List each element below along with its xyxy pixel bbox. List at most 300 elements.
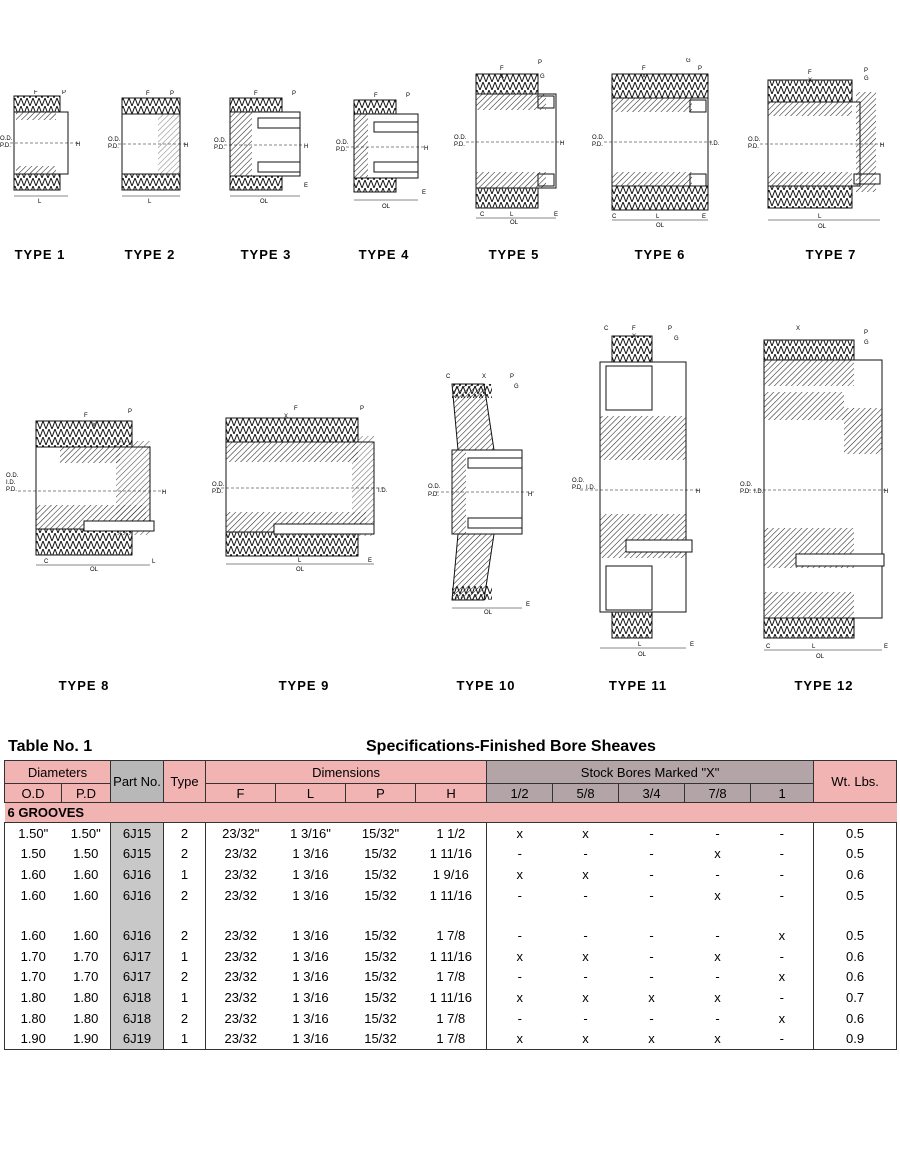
table-cell: 1.80: [73, 989, 99, 1005]
table-cell: 6J17: [111, 967, 164, 988]
table-cell: -: [583, 1010, 588, 1026]
dim-id-label: I.D.: [586, 485, 596, 491]
type-12-diagram: [736, 322, 896, 662]
type-5-label: TYPE 5: [488, 247, 540, 262]
dim-e-label: E: [554, 212, 559, 218]
table-cell: x: [487, 946, 553, 967]
table-cell: 6J16: [111, 885, 164, 906]
table-cell: 15/32": [361, 825, 400, 841]
type-4-label: TYPE 4: [358, 247, 410, 262]
dim-x-label: X: [500, 74, 505, 80]
table-cell: 15/32: [364, 948, 397, 964]
dim-pd-label: P.D.: [212, 489, 223, 495]
table-cell: x: [619, 1028, 685, 1049]
type-11-label: TYPE 11: [608, 678, 668, 693]
dim-p-label: P: [538, 60, 543, 66]
dim-e-label: E: [304, 183, 309, 189]
dim-l-label: L: [818, 214, 822, 220]
table-cell: -: [583, 928, 588, 944]
table-cell: -: [715, 928, 720, 944]
table-cell: -: [649, 825, 654, 841]
dim-od-label: O.D.: [336, 140, 349, 146]
dim-f-label: F: [374, 93, 378, 99]
dim-h-label: H: [184, 143, 189, 149]
dim-l-label: L: [656, 214, 660, 220]
table-cell: x: [487, 987, 553, 1008]
bore-3-4-header: 3/4: [619, 784, 685, 803]
table-cell: 0.6: [814, 864, 897, 885]
table-cell: 1.60: [5, 925, 62, 946]
part-no-header: Part No.: [111, 761, 164, 803]
dim-id-label: I.D.: [710, 141, 720, 147]
table-cell: x: [778, 1010, 786, 1026]
dim-l-label: L: [812, 644, 816, 650]
dim-c-label: C: [446, 374, 451, 380]
table-cell: 1.70: [73, 969, 99, 985]
dim-p-label: P: [360, 406, 365, 412]
dim-c-label: C: [480, 212, 485, 218]
table-cell: 1: [164, 864, 206, 885]
dim-l-label: L: [38, 199, 42, 205]
dim-h-label: H: [880, 143, 885, 149]
dim-ol-label: OL: [510, 220, 519, 226]
table-cell: 1.80: [73, 1010, 99, 1026]
dim-id-label: I.D.: [378, 488, 388, 494]
table-cell: 23/32: [206, 1028, 276, 1049]
table-row: [5, 823, 897, 844]
table-cell: 6J16: [111, 864, 164, 885]
table-cell: 0.9: [814, 1028, 897, 1049]
table-cell: 0.6: [814, 1008, 897, 1029]
dim-c-label: C: [612, 214, 617, 220]
table-cell: 1.50": [70, 825, 101, 841]
dim-x-label: X: [796, 326, 801, 332]
table-cell: x: [714, 989, 721, 1005]
table-cell: 6J18: [111, 987, 164, 1008]
dim-h-label: H: [560, 141, 565, 147]
table-cell: -: [715, 866, 720, 882]
table-cell: 2: [164, 885, 206, 906]
dim-h-label: H: [162, 490, 167, 496]
bore-7-8-header: 7/8: [685, 784, 751, 803]
h-header: H: [416, 784, 487, 803]
table-cell: 1.50: [5, 844, 62, 865]
table-cell: 6J18: [111, 1008, 164, 1029]
type-7-label: TYPE 7: [805, 247, 857, 262]
table-cell: 1 1/2: [436, 825, 466, 841]
table-cell: 1: [164, 946, 206, 967]
table-cell: 1.60: [73, 928, 99, 944]
table-cell: 0.5: [814, 925, 897, 946]
table-cell: 23/32: [206, 967, 276, 988]
table-cell: -: [779, 866, 784, 882]
dim-od-label: O.D.: [572, 478, 585, 484]
table-cell: 1 11/16: [429, 948, 472, 964]
dim-g-label: G: [864, 76, 869, 82]
dim-h-label: H: [696, 489, 701, 495]
table-cell: -: [649, 928, 654, 944]
table-cell: 23/32: [206, 925, 276, 946]
dim-ol-label: OL: [816, 654, 825, 660]
table-cell: -: [715, 1010, 720, 1026]
dim-l-label: L: [298, 558, 302, 564]
table-cell: 6J19: [111, 1028, 164, 1049]
type-2-diagram: [108, 90, 198, 205]
table-cell: -: [583, 887, 588, 903]
dim-f-label: F: [500, 66, 504, 72]
table-cell: 15/32: [346, 1028, 416, 1049]
table-number: Table No. 1: [8, 738, 93, 755]
table-cell: -: [715, 969, 720, 985]
dim-e-label: E: [368, 558, 373, 564]
table-cell: -: [583, 969, 588, 985]
table-cell: 1 7/8: [436, 1010, 466, 1026]
table-cell: 1: [164, 1028, 206, 1049]
dim-f-label: F: [294, 406, 298, 412]
dim-od-label: O.D.: [748, 137, 761, 143]
dim-id-label: I.D.: [6, 480, 16, 486]
table-cell: -: [751, 1028, 814, 1049]
table-cell: -: [649, 887, 654, 903]
dim-p-label: P: [62, 90, 67, 96]
dim-od-label: O.D.: [0, 136, 13, 142]
dim-p-label: P: [668, 326, 673, 332]
table-cell: 1 7/8: [416, 1028, 487, 1049]
table-cell: 1 3/16: [276, 1028, 346, 1049]
table-cell: x: [648, 989, 655, 1005]
table-cell: x: [714, 846, 721, 862]
table-cell: x: [778, 969, 786, 985]
table-cell: x: [487, 864, 553, 885]
dim-l-label: L: [510, 212, 514, 218]
dim-od-label: O.D.: [212, 482, 225, 488]
table-cell: 0.6: [814, 946, 897, 967]
dim-e-label: E: [526, 602, 531, 608]
dim-c-label: C: [604, 326, 609, 332]
od-header: O.D: [5, 784, 62, 803]
dim-pd-label: P.D.: [108, 144, 119, 150]
dim-p-label: P: [698, 66, 703, 72]
dim-g-label: G: [686, 58, 691, 64]
dim-x-label: X: [808, 78, 813, 84]
bore-5-8-header: 5/8: [553, 784, 619, 803]
bore-1-header: 1: [751, 784, 814, 803]
table-cell: 2: [164, 967, 206, 988]
table-cell: 6J15: [111, 844, 164, 865]
table-cell: 15/32: [364, 989, 397, 1005]
table-cell: 1 3/16: [292, 948, 329, 964]
dim-l-label: L: [638, 642, 642, 648]
type-3-label: TYPE 3: [240, 247, 292, 262]
table-cell: 1 7/8: [436, 969, 466, 985]
dim-h-label: H: [884, 489, 889, 495]
table-cell: 1.90: [62, 1028, 111, 1049]
dim-f-label: F: [146, 91, 150, 97]
table-cell: 0.6: [814, 967, 897, 988]
dim-g-label: G: [540, 74, 545, 80]
table-cell: -: [649, 1010, 654, 1026]
dim-x-label: X: [642, 74, 647, 80]
dim-p-label: P: [128, 409, 133, 415]
bore-1-2-header: 1/2: [487, 784, 553, 803]
table-cell: 2: [164, 844, 206, 865]
dim-x-label: X: [92, 423, 97, 429]
table-cell: -: [583, 846, 588, 862]
table-cell: 1.80: [5, 987, 62, 1008]
p-header: P: [346, 784, 416, 803]
weight-header: Wt. Lbs.: [814, 761, 897, 803]
table-cell: 15/32: [364, 969, 397, 985]
stock-bores-header: Stock Bores Marked "X": [487, 761, 814, 784]
table-row: [5, 987, 897, 1008]
table-cell: 1.60: [5, 885, 62, 906]
type-9-label: TYPE 9: [278, 678, 330, 693]
table-cell: x: [553, 1028, 619, 1049]
dim-od-label: O.D.: [108, 137, 121, 143]
dim-f-label: F: [632, 326, 636, 332]
dim-ol-label: OL: [296, 567, 305, 573]
table-cell: 15/32: [364, 1010, 397, 1026]
table-cell: 1 3/16: [292, 1010, 329, 1026]
type-10-diagram: [424, 370, 544, 615]
table-cell: 6J15: [111, 823, 164, 844]
table-cell: 1.50": [5, 823, 62, 844]
table-cell: -: [779, 887, 784, 903]
table-cell: x: [582, 825, 589, 841]
table-cell: -: [649, 866, 654, 882]
table-cell: x: [582, 989, 589, 1005]
dim-pd-label: P.D.: [572, 485, 583, 491]
table-cell: 1 9/16: [432, 866, 469, 882]
dim-od-label: O.D.: [592, 135, 605, 141]
table-row: [5, 864, 897, 885]
table-cell: -: [649, 969, 654, 985]
dim-e-label: E: [702, 214, 707, 220]
dim-ol-label: OL: [90, 567, 99, 573]
table-cell: -: [779, 989, 784, 1005]
dim-p-label: P: [510, 374, 515, 380]
dim-pd-label: P.D.: [454, 142, 465, 148]
type-10-label: TYPE 10: [456, 678, 516, 693]
table-row: [5, 946, 897, 967]
table-cell: 1 3/16: [292, 846, 329, 862]
dim-id-label: I.D.: [754, 489, 764, 495]
table-cell: 1 11/16: [429, 846, 472, 862]
type-12-label: TYPE 12: [794, 678, 854, 693]
type-3-diagram: [212, 90, 312, 205]
dim-ol-label: OL: [656, 223, 665, 229]
pd-header: P.D: [62, 784, 111, 803]
table-cell: 15/32: [364, 846, 397, 862]
table-cell: -: [779, 825, 784, 841]
dim-x-label: X: [482, 374, 487, 380]
type-6-diagram: [590, 58, 720, 230]
type-2-label: TYPE 2: [124, 247, 176, 262]
dim-p-label: P: [170, 91, 175, 97]
dim-f-label: F: [254, 91, 258, 97]
table-cell: -: [487, 1008, 553, 1029]
table-row: [5, 967, 897, 988]
dim-e-label: E: [884, 644, 889, 650]
table-cell: x: [714, 887, 721, 903]
dim-pd-label: P.D.: [214, 145, 225, 151]
type-11-diagram: [566, 322, 706, 662]
dim-pd-label: P.D.: [592, 142, 603, 148]
diameters-header: Diameters: [5, 761, 111, 784]
dim-g-label: G: [864, 340, 869, 346]
table-cell: 1 3/16: [292, 969, 329, 985]
dim-c-label: C: [44, 559, 49, 565]
table-row: [5, 1008, 897, 1029]
dim-f-label: F: [34, 90, 38, 96]
dim-x-label: X: [632, 334, 637, 340]
table-cell: 1.60: [73, 866, 99, 882]
table-cell: 6J16: [111, 925, 164, 946]
table-cell: 23/32": [206, 823, 276, 844]
table-cell: 1 11/16: [429, 989, 472, 1005]
table-cell: -: [487, 844, 553, 865]
table-cell: -: [779, 948, 784, 964]
table-cell: 15/32: [364, 887, 397, 903]
table-cell: x: [685, 1028, 751, 1049]
table-cell: -: [715, 825, 720, 841]
table-cell: 23/32: [206, 844, 276, 865]
type-9-diagram: [204, 402, 394, 574]
table-cell: x: [582, 866, 589, 882]
table-cell: 2: [164, 823, 206, 844]
table-cell: 1.50: [73, 846, 99, 862]
table-cell: 0.5: [814, 885, 897, 906]
table-cell: x: [582, 948, 589, 964]
dim-ol-label: OL: [638, 652, 647, 658]
table-row: [5, 844, 897, 865]
dim-l-label: L: [148, 199, 152, 205]
f-header: F: [206, 784, 276, 803]
table-cell: 6J17: [111, 946, 164, 967]
spec-table: [4, 760, 897, 1050]
dim-od-label: O.D.: [6, 473, 19, 479]
dim-f-label: F: [808, 70, 812, 76]
table-cell: -: [779, 846, 784, 862]
table-cell: 0.5: [814, 844, 897, 865]
dim-od-label: O.D.: [740, 482, 753, 488]
table-cell: 1.70: [5, 967, 62, 988]
table-cell: 1.80: [5, 1008, 62, 1029]
table-cell: -: [487, 925, 553, 946]
dim-pd-label: P.D.: [748, 144, 759, 150]
type-7-diagram: [748, 62, 888, 232]
dim-l-label: L: [152, 559, 156, 565]
dim-pd-label: P.D.: [0, 143, 11, 149]
dim-h-label: H: [76, 142, 81, 148]
type-8-label: TYPE 8: [58, 678, 110, 693]
table-cell: 1 3/16: [292, 887, 329, 903]
table-cell: 23/32: [206, 946, 276, 967]
table-cell: 1.60: [73, 887, 99, 903]
type-1-diagram: [0, 90, 90, 205]
dim-pd-label: P.D.: [6, 487, 17, 493]
dim-p-label: P: [406, 93, 411, 99]
dim-p-label: P: [864, 68, 869, 74]
table-cell: 1 3/16: [292, 866, 329, 882]
table-cell: -: [649, 948, 654, 964]
dim-e-label: E: [690, 642, 695, 648]
table-cell: 1 3/16: [292, 928, 329, 944]
dim-h-label: H: [304, 144, 309, 150]
dimensions-header: Dimensions: [206, 761, 487, 784]
dim-ol-label: OL: [382, 204, 391, 210]
table-cell: 23/32: [206, 1008, 276, 1029]
table-cell: 23/32: [206, 987, 276, 1008]
type-6-label: TYPE 6: [634, 247, 686, 262]
table-cell: 1.70: [5, 946, 62, 967]
table-cell: 23/32: [206, 885, 276, 906]
table-caption: Specifications-Finished Bore Sheaves: [366, 738, 656, 755]
dim-pd-label: P.D.: [336, 147, 347, 153]
dim-p-label: P: [864, 330, 869, 336]
table-cell: 1.60: [5, 864, 62, 885]
dim-g-label: G: [514, 384, 519, 390]
l-header: L: [276, 784, 346, 803]
table-cell: 15/32: [364, 866, 397, 882]
table-cell: 15/32: [364, 928, 397, 944]
table-row: [5, 885, 897, 906]
dim-f-label: F: [642, 66, 646, 72]
table-cell: 1 11/16: [429, 887, 472, 903]
table-cell: 1 3/16": [290, 825, 331, 841]
table-row: [5, 1028, 897, 1049]
dim-h-label: H: [528, 492, 533, 498]
dim-g-label: G: [674, 336, 679, 342]
dim-p-label: P: [292, 91, 297, 97]
dim-x-label: X: [284, 414, 289, 420]
table-cell: 1 7/8: [436, 928, 466, 944]
table-cell: 23/32: [206, 864, 276, 885]
dim-pd-label: P.D.: [740, 489, 751, 495]
table-cell: 1 3/16: [292, 989, 329, 1005]
dim-f-label: F: [84, 413, 88, 419]
table-row: [5, 925, 897, 946]
table-cell: x: [714, 948, 721, 964]
dim-c-label: C: [766, 644, 771, 650]
type-1-label: TYPE 1: [14, 247, 66, 262]
dim-od-label: O.D.: [454, 135, 467, 141]
table-cell: 2: [164, 1008, 206, 1029]
table-cell: 1.70: [73, 948, 99, 964]
table-cell: 0.5: [814, 823, 897, 844]
dim-e-label: E: [422, 190, 427, 196]
table-cell: x: [487, 1028, 553, 1049]
dim-ol-label: OL: [818, 224, 827, 230]
dim-ol-label: OL: [260, 199, 269, 205]
table-cell: -: [487, 967, 553, 988]
table-cell: 0.7: [814, 987, 897, 1008]
table-cell: x: [487, 823, 553, 844]
table-cell: 1: [164, 987, 206, 1008]
group-label: 6 GROOVES: [5, 803, 897, 823]
type-5-diagram: [450, 58, 570, 228]
table-cell: -: [487, 885, 553, 906]
table-cell: -: [649, 846, 654, 862]
type-header: Type: [164, 761, 206, 803]
table-cell: 2: [164, 925, 206, 946]
dim-pd-label: P.D.: [428, 492, 439, 498]
table-cell: 1.90: [5, 1028, 62, 1049]
dim-od-label: O.D.: [214, 138, 227, 144]
type-8-diagram: [4, 405, 174, 575]
dim-ol-label: OL: [484, 610, 493, 615]
table-cell: x: [778, 928, 786, 944]
